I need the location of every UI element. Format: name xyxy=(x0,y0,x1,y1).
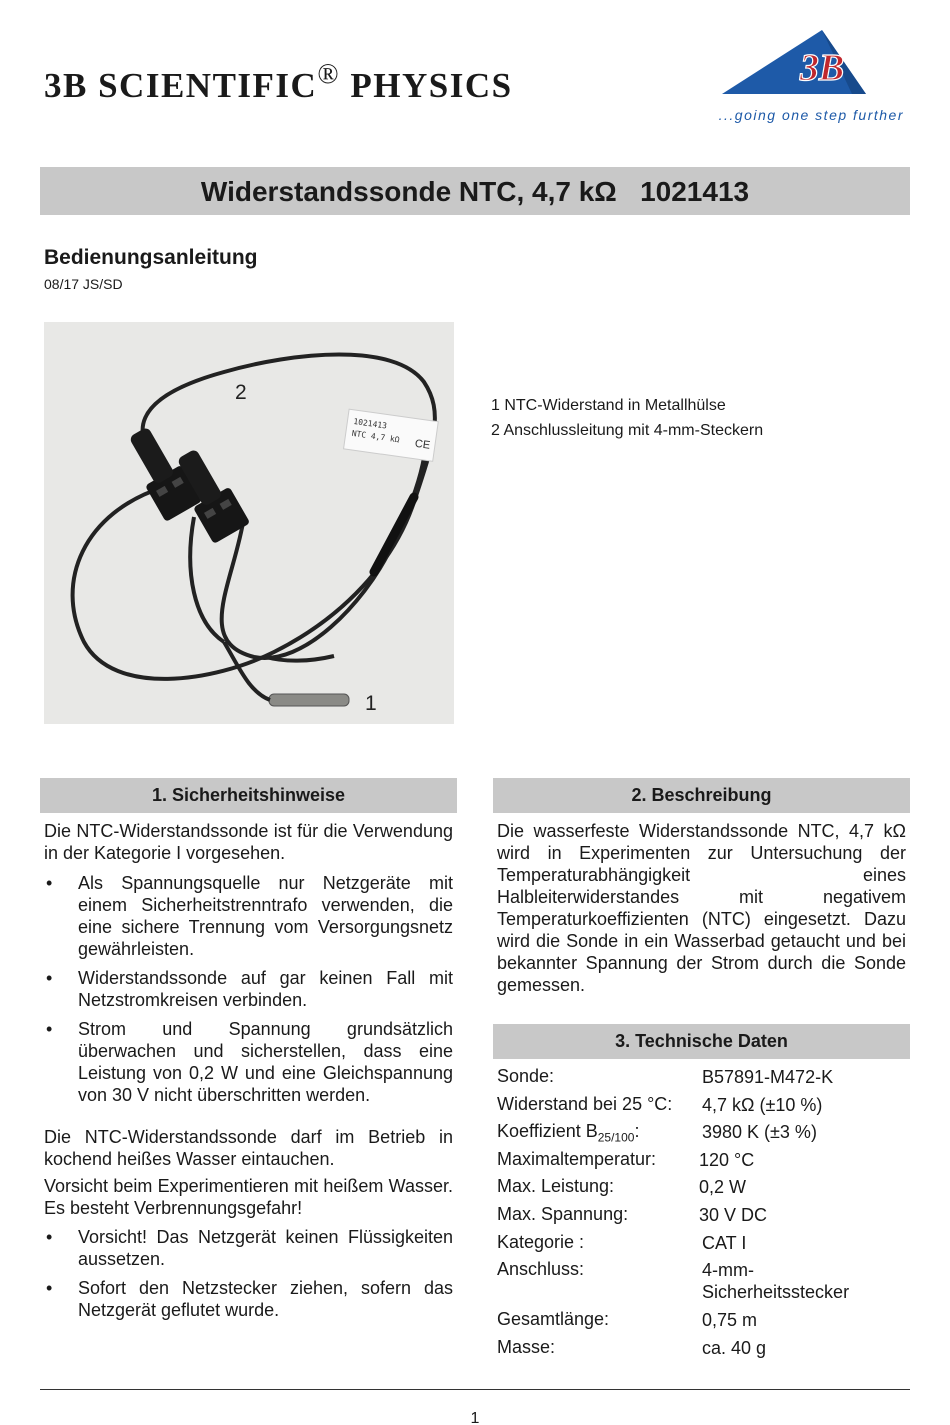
document-title: Widerstandssonde NTC, 4,7 kΩ 1021413 xyxy=(200,176,750,207)
tech-row xyxy=(497,1121,907,1149)
bullet-mark: • xyxy=(46,968,53,988)
logo-3b-text: 3B xyxy=(799,47,845,89)
tech-key xyxy=(497,1121,639,1145)
tech-value: 3980 K (±3 %) xyxy=(702,1122,817,1143)
safety-paragraph: Die NTC-Widerstandssonde darf im Betrieb in kochend heißes Wasser eintauchen. xyxy=(44,1127,453,1169)
company-logo xyxy=(704,22,914,132)
technical-data-table xyxy=(497,1066,907,1364)
tech-row xyxy=(497,1176,907,1204)
legend-item: 2 Anschlussleitung mit 4-mm-Steckern xyxy=(491,422,764,439)
section-heading-technical-data: 3. Technische Daten xyxy=(493,1024,910,1059)
tech-key: Max. Leistung: xyxy=(497,1176,615,1197)
tech-value: 30 V DC xyxy=(699,1204,768,1225)
tag-article-number: 1021413 xyxy=(352,416,388,431)
logo-tagline: ...going one step further xyxy=(718,107,904,123)
bullet-text: Widerstandssonde auf gar keinen Fall mit Netzstromkreisen verbinden. xyxy=(78,968,453,1010)
tech-value: 0,75 m xyxy=(702,1310,758,1331)
description-text: Die wasserfeste Widerstandssonde NTC, 4,7 kΩ wird in Experimenten zur Untersuchung der Temperaturabhängigkeit eines Halbleiterwiderstandes mit negativem Temperaturkoeffizienten (NTC) eingesetzt. Dazu wird die Sonde in ein Wasserbad getaucht und bei bekannter Spannung der Strom durch die Sonde gemessen. xyxy=(497,821,906,995)
bullet-mark: • xyxy=(46,1227,53,1247)
page-number: 1 xyxy=(470,1410,480,1425)
tag-ce-mark: CE xyxy=(414,437,431,452)
tech-key: Widerstand bei 25 °C: xyxy=(497,1093,673,1114)
tech-value: 0,2 W xyxy=(699,1177,747,1198)
figure-legend xyxy=(491,393,763,443)
safety-bullet xyxy=(44,1277,453,1321)
section-safety-body xyxy=(44,820,453,1321)
product-photo xyxy=(44,322,454,724)
section-heading-description: 2. Beschreibung xyxy=(493,778,910,813)
tech-row xyxy=(497,1066,907,1094)
safety-paragraph: Vorsicht beim Experimentieren mit heißem Wasser. Es besteht Verbrennungsgefahr! xyxy=(44,1176,453,1218)
bullet-text: Strom und Spannung grundsätzlich überwachen und sicherstellen, dass eine Leistung von 0,2 W und eine Gleichspannung von 30 V nicht überschritten werden. xyxy=(78,1019,453,1105)
section-description-body xyxy=(497,820,906,996)
bullet-text: Vorsicht! Das Netzgerät keinen Flüssigkeiten aussetzen. xyxy=(78,1227,453,1269)
bullet-text: Als Spannungsquelle nur Netzgeräte mit einem Sicherheitstrenntrafo verwenden, die eine sichere Trennung vom Versorgungsnetz gewährleisten. xyxy=(78,873,453,959)
tech-value: B57891-M472-K xyxy=(702,1067,834,1087)
bullet-mark: • xyxy=(46,1019,53,1039)
tag-product-code: NTC 4,7 kΩ xyxy=(351,428,401,445)
safety-bullet xyxy=(44,872,453,960)
document-subtitle: Bedienungsanleitung xyxy=(44,246,258,269)
legend-item: 1 NTC-Widerstand in Metallhülse xyxy=(491,397,726,414)
tech-key: Masse: xyxy=(497,1336,556,1357)
tech-row xyxy=(497,1232,907,1260)
tech-row xyxy=(497,1259,907,1309)
tech-key: Kategorie : xyxy=(497,1231,585,1252)
safety-bullet xyxy=(44,1018,453,1106)
brand-title xyxy=(44,59,513,106)
safety-bullet xyxy=(44,1226,453,1270)
brand-registered-mark: ® xyxy=(317,59,341,90)
tech-value: 4-mm-Sicherheitsstecker xyxy=(702,1260,850,1303)
figure-marker-2: 2 xyxy=(235,381,247,404)
tech-row xyxy=(497,1309,907,1337)
figure-marker-1: 1 xyxy=(365,692,377,715)
tech-key-colon: : xyxy=(634,1121,640,1142)
tech-key: Max. Spannung: xyxy=(497,1203,629,1224)
section-heading-safety: 1. Sicherheitshinweise xyxy=(40,778,457,813)
tech-key-text: Koeffizient B xyxy=(497,1121,598,1142)
title-bar xyxy=(40,167,910,215)
safety-intro: Die NTC-Widerstandssonde ist für die Verwendung in der Kategorie I vorgesehen. xyxy=(44,821,453,863)
tech-row xyxy=(497,1094,907,1122)
bullet-mark: • xyxy=(46,1278,53,1298)
tech-key-subscript: 25/100 xyxy=(597,1130,635,1145)
bullet-mark: • xyxy=(46,873,53,893)
document-version: 08/17 JS/SD xyxy=(44,276,123,292)
brand-prefix: 3B SCIENTIFIC xyxy=(44,66,318,105)
tech-row xyxy=(497,1149,907,1177)
tech-key: Sonde: xyxy=(497,1066,555,1086)
tech-value: 120 °C xyxy=(699,1149,755,1170)
safety-bullet xyxy=(44,967,453,1011)
brand-suffix: PHYSICS xyxy=(350,66,513,105)
tech-value: ca. 40 g xyxy=(702,1337,767,1358)
footer-divider xyxy=(40,1389,910,1390)
tech-row xyxy=(497,1337,907,1365)
tech-row xyxy=(497,1204,907,1232)
tech-value: 4,7 kΩ (±10 %) xyxy=(702,1094,823,1115)
tech-key: Maximaltemperatur: xyxy=(497,1148,657,1169)
tech-key: Anschluss: xyxy=(497,1259,585,1280)
tech-key: Gesamtlänge: xyxy=(497,1309,610,1330)
bullet-text: Sofort den Netzstecker ziehen, sofern das Netzgerät geflutet wurde. xyxy=(78,1278,453,1320)
tech-value: CAT I xyxy=(702,1232,747,1253)
